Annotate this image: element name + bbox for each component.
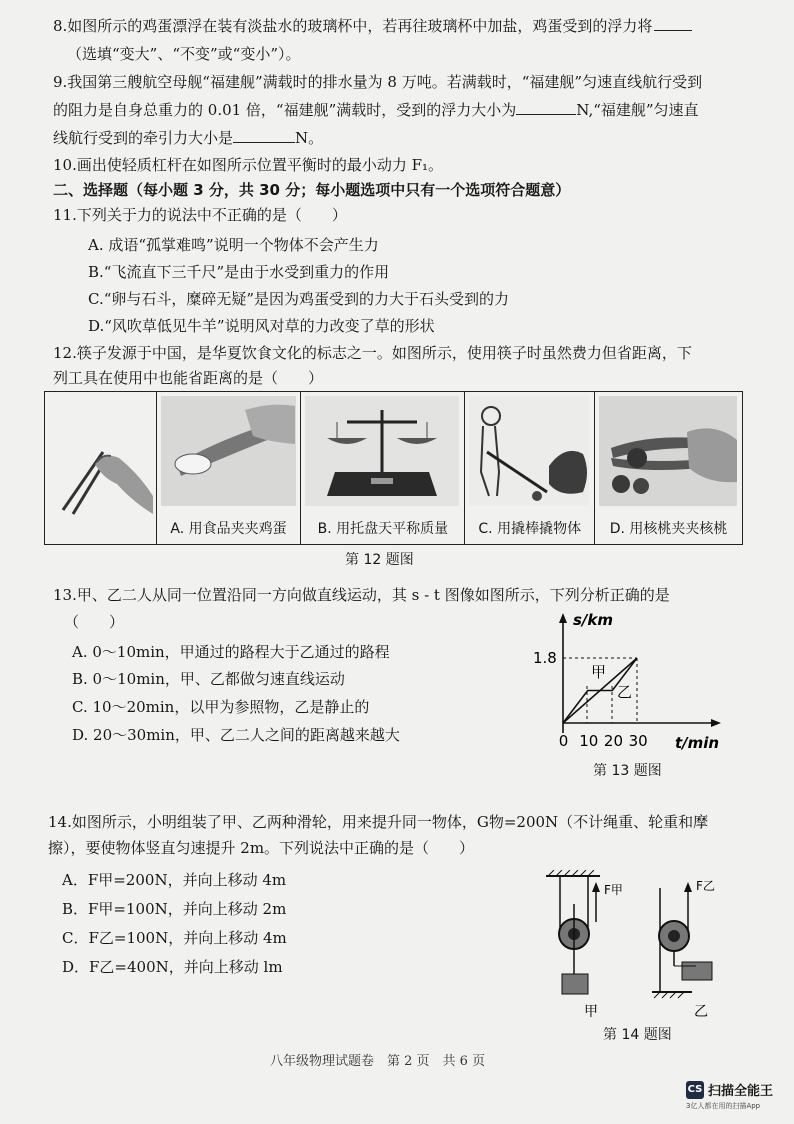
scanner-name: 扫描全能王 <box>708 1084 774 1099</box>
force-jia-label: F甲 <box>604 883 623 897</box>
scanner-tagline: 3亿人都在用的扫描App <box>686 1102 761 1110</box>
x-axis-label: t/min <box>675 734 720 752</box>
q9-line3: 线航行受到的牵引力大小是 N。 <box>53 129 324 147</box>
q13-st-chart <box>515 605 735 755</box>
option-b-cell <box>301 392 464 544</box>
force-yi-label: F乙 <box>696 879 715 893</box>
option-d-cell <box>595 392 742 544</box>
option-a-cell <box>157 392 301 544</box>
chopsticks-image <box>45 392 156 544</box>
q14-option-a: A．F甲=200N，并向上移动 4m <box>62 871 287 889</box>
q9-line1: 9.我国第三艘航空母舰“福建舰”满载时的排水量为 8 万吨。若满载时，“福建舰”匀速直线航行受到 <box>53 73 703 91</box>
q9-line2: 的阻力是自身总重力的 0.01 倍，“福建舰”满载时，受到的浮力大小为 N,“福建舰”匀速直 <box>53 101 699 119</box>
q13-option-d: D. 20～30min，甲、乙二人之间的距离越来越大 <box>72 726 400 744</box>
q14-option-b: B．F甲=100N，并向上移动 2m <box>62 900 287 918</box>
x-tick-label-0: 0 <box>558 732 569 750</box>
series-yi-label: 乙 <box>617 683 633 701</box>
x-tick-label-10: 10 <box>579 732 599 750</box>
q13-stem: 13.甲、乙二人从同一位置沿同一方向做直线运动，其 s - t 图像如图所示，下列分析正确的是 <box>53 586 670 604</box>
q11-stem: 11.下列关于力的说法中不正确的是（ ） <box>53 206 347 224</box>
pulley-yi-label: 乙 <box>694 1004 708 1020</box>
q12-option-d: D. 用核桃夹夹核桃 <box>609 521 728 537</box>
q12-option-a: A. 用食品夹夹鸡蛋 <box>170 521 287 537</box>
q10: 10.画出使轻质杠杆在如图所示位置平衡时的最小动力 F₁。 <box>53 156 444 174</box>
q13-option-b: B. 0～10min，甲、乙都做匀速直线运动 <box>72 670 345 688</box>
section-heading: 二、选择题（每小题 3 分，共 30 分；每小题选项中只有一个选项符合题意） <box>53 181 571 199</box>
q11-option-b: B.“飞流直下三千尺”是由于水受到重力的作用 <box>88 263 390 281</box>
x-axis-arrow <box>711 719 721 727</box>
scanner-badge: CS <box>686 1081 704 1099</box>
q13-figure-caption: 第 13 题图 <box>593 763 662 779</box>
q12-option-c: C. 用撬棒撬物体 <box>478 521 582 537</box>
page-footer: 八年级物理试题卷 第 2 页 共 6 页 <box>270 1054 486 1069</box>
pulley-jia-label: 甲 <box>584 1004 598 1020</box>
q11-option-d: D.“风吹草低见牛羊”说明风对草的力改变了草的形状 <box>88 317 435 335</box>
q13-option-a: A. 0～10min，甲通过的路程大于乙通过的路程 <box>72 643 390 661</box>
q14-pulley-figure <box>540 870 760 1020</box>
q11-option-c: C.“卵与石斗，糜碎无疑”是因为鸡蛋受到的力大于石头受到的力 <box>88 290 510 308</box>
q14-option-d: D．F乙=400N，并向上移动 lm <box>62 958 283 976</box>
x-tick-label-30: 30 <box>628 732 648 750</box>
pulley-jia <box>546 870 623 1020</box>
q13-paren: （ ） <box>64 613 125 631</box>
q14-figure-caption: 第 14 题图 <box>603 1027 672 1043</box>
q8-line1: 8.如图所示的鸡蛋漂浮在装有淡盐水的玻璃杯中，若再往玻璃杯中加盐，鸡蛋受到的浮力将 <box>53 16 692 36</box>
x-tick-label-20: 20 <box>603 732 624 750</box>
q14-line1: 14.如图所示，小明组装了甲、乙两种滑轮，用来提升同一物体，G物=200N（不计绳重、轮重和摩 <box>48 813 709 831</box>
q13-option-c: C. 10～20min，以甲为参照物，乙是静止的 <box>72 698 370 716</box>
y-axis-label: s/km <box>573 611 614 629</box>
series-jia-label: 甲 <box>591 663 607 681</box>
q8-line2: （选填“变大”、“不变”或“变小”）。 <box>67 45 301 63</box>
pulley-yi <box>652 879 715 1020</box>
q12-line1: 12.筷子发源于中国，是华夏饮食文化的标志之一。如图所示，使用筷子时虽然费力但省距离，下 <box>53 344 692 362</box>
y-tick-label: 1.8 <box>533 649 557 667</box>
q12-figure-caption: 第 12 题图 <box>345 552 414 568</box>
q12-figure-table <box>44 391 743 545</box>
q12-line2: 列工具在使用中也能省距离的是（ ） <box>53 369 324 387</box>
q14-line2: 擦），要使物体竖直匀速提升 2m。下列说法中正确的是（ ） <box>48 839 475 857</box>
scanner-logo <box>686 1079 774 1110</box>
q11-option-a: A. 成语“孤掌难鸣”说明一个物体不会产生力 <box>88 236 379 254</box>
q12-option-b: B. 用托盘天平称质量 <box>317 521 449 537</box>
q14-option-c: C．F乙=100N，并向上移动 4m <box>62 929 287 947</box>
option-c-cell <box>465 392 594 544</box>
y-axis-arrow <box>559 613 567 623</box>
